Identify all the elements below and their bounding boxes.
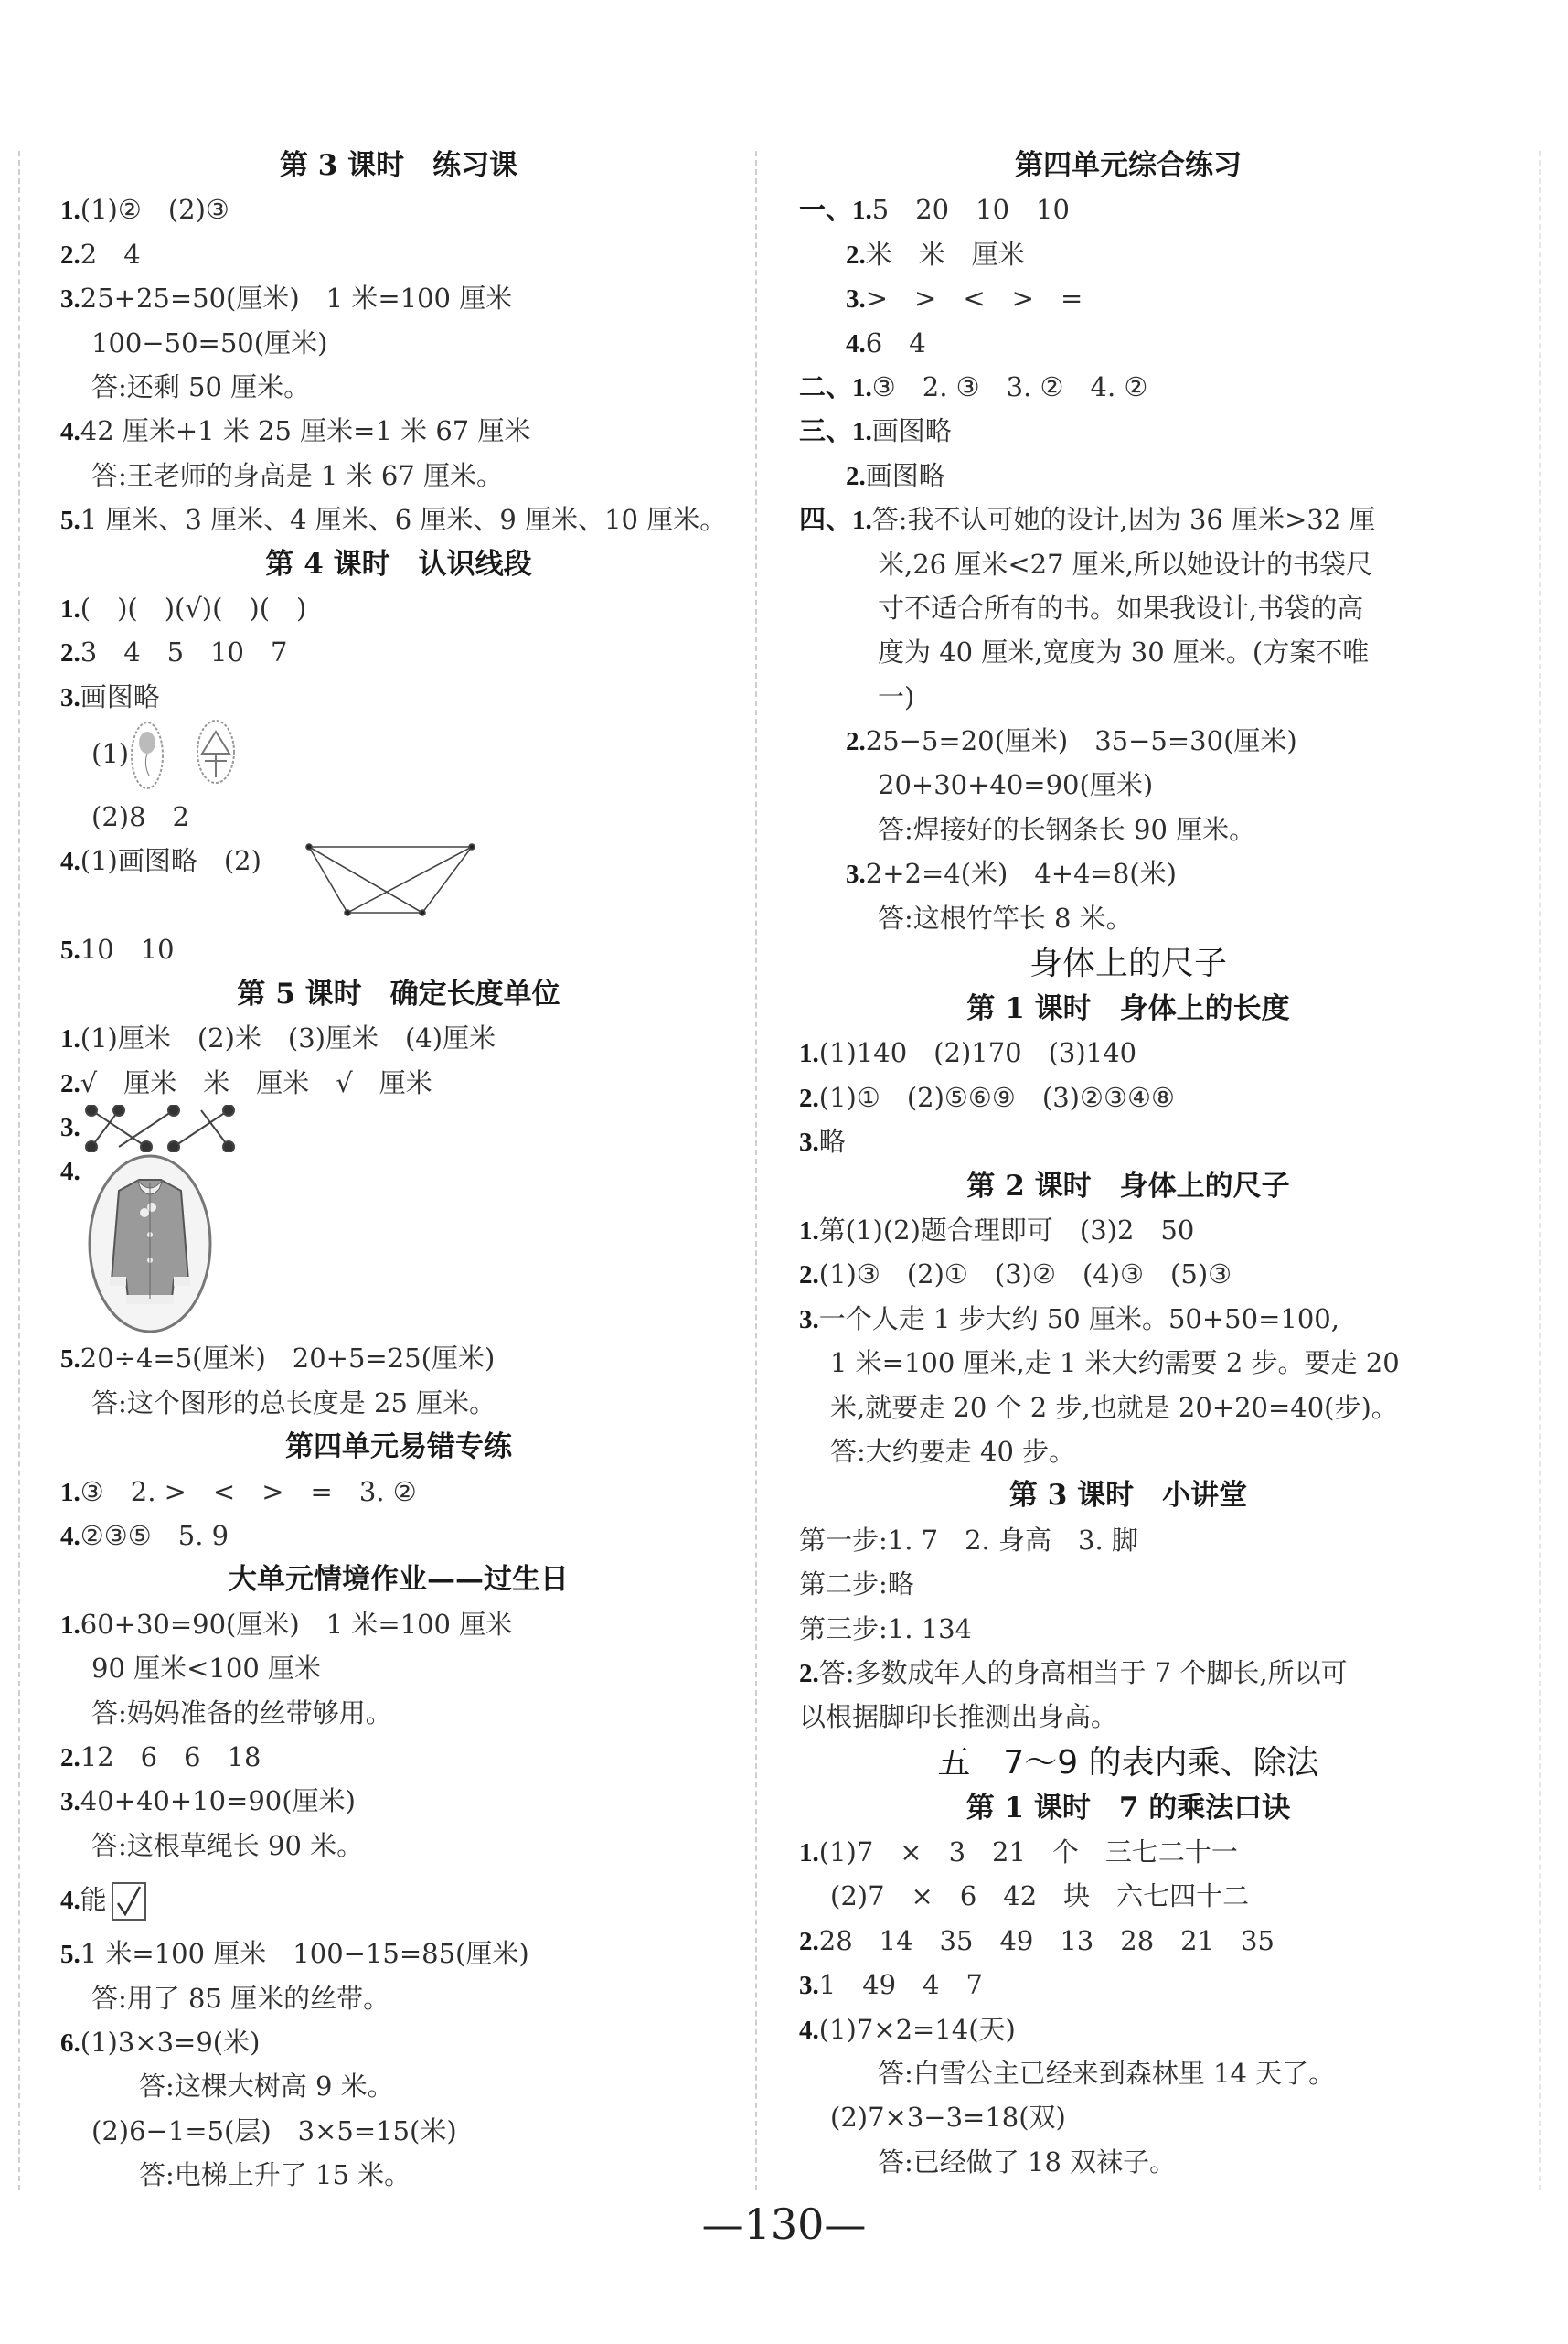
answer-text: 答:王老师的身高是 1 米 67 厘米。 [91,459,503,491]
answer-text: (1)③ (2)① (3)② (4)③ (5)③ [818,1258,1232,1290]
answer-text: (2)8 2 [91,801,189,833]
item-number: 2. [799,1260,819,1290]
section-heading [60,1557,737,1601]
answer-line [799,1830,1457,1874]
item-number: 2. [846,727,866,757]
answer-line [799,1518,1457,1562]
answer-line [60,1932,737,1975]
answer-line [799,1297,1457,1341]
heading-text: 第四单元综合练习 [1015,149,1242,182]
answer-text: 答:我不认可她的设计,因为 36 厘米>32 厘 [871,504,1376,536]
answer-text: (2)7 × 6 42 块 六七四十二 [830,1880,1250,1912]
answer-line [60,839,737,927]
answer-text: 60+30=90(厘米) 1 米=100 厘米 [80,1608,513,1640]
answer-text: 略 [818,1126,846,1158]
answer-line [799,542,1457,586]
balloon-and-tree-drawing [129,719,266,792]
answer-text: 答:这根草绳长 90 米。 [91,1829,364,1861]
answer-text: 答:还剩 50 厘米。 [91,370,311,402]
answer-text: (1)140 (2)170 (3)140 [818,1037,1137,1069]
item-number: 1. [799,1838,819,1868]
section-heading [799,940,1457,987]
answer-text: 答:已经做了 18 双袜子。 [878,2146,1177,2178]
answer-line [60,2109,737,2153]
answer-text: 1 米=100 厘米 100−15=85(厘米) [80,1938,529,1970]
item-number: 2. [60,1742,80,1772]
answer-line [799,1429,1457,1473]
item-number: 5. [60,936,80,966]
item-number: 2. [799,1926,819,1956]
answer-line [60,1868,737,1932]
answer-line [60,1691,737,1735]
answer-line [60,409,737,453]
answer-line [799,2095,1457,2139]
answer-text: ( )( )(√)( )( ) [80,592,307,624]
answer-line [60,187,737,231]
answer-text: (1) [91,738,130,770]
answer-line [799,1341,1457,1385]
item-number: 1. [799,1215,819,1246]
item-number: 3. [60,682,80,712]
heading-text: 第 1 课时 身体上的长度 [966,992,1290,1026]
item-number: 2. [60,240,80,270]
answer-text: ③ 2. > < > = 3. ② [80,1475,417,1507]
item-number: 4. [846,328,866,359]
answer-line [799,454,1457,498]
answer-text: 1 米=100 厘米,走 1 米大约需要 2 步。要走 20 [830,1347,1400,1379]
answer-text: ③ 2. ③ 3. ② 4. ② [871,370,1148,402]
column-divider [755,151,757,2190]
item-number: 三、1. [799,417,872,447]
item-number: 二、1. [799,372,872,402]
answer-text: 度为 40 厘米,宽度为 30 厘米。(方案不唯 [878,637,1370,669]
answer-line [60,2153,737,2197]
heading-text: 第 5 课时 确定长度单位 [237,977,560,1011]
answer-line [60,276,737,320]
answer-text: (1)7×2=14(天) [818,2013,1016,2045]
answer-text: 米,就要走 20 个 2 步,也就是 20+20=40(步)。 [830,1391,1398,1423]
right-margin-rule [1539,151,1541,2190]
section-heading [799,1739,1457,1786]
answer-text: 28 14 35 49 13 28 21 35 [818,1924,1275,1956]
check-box [111,1881,147,1921]
item-number: 3. [60,1113,80,1143]
answer-text: 第一步:1. 7 2. 身高 3. 脚 [799,1524,1138,1556]
answer-line [799,763,1457,807]
answer-line [60,927,737,971]
answer-text: > > < > = [865,283,1083,315]
answer-text: 答:妈妈准备的丝带够用。 [91,1696,392,1729]
page-number: —130— [701,2200,867,2249]
answer-line [799,1651,1457,1695]
answer-text: ②③⑤ 5. 9 [80,1519,229,1551]
answer-line [60,1602,737,1646]
item-number: 四、1. [799,506,872,536]
answer-text: 40+40+10=90(厘米) [80,1785,356,1817]
answer-text: 90 厘米<100 厘米 [91,1653,321,1685]
answer-line [799,630,1457,674]
answer-line [799,321,1457,365]
answer-line [60,675,737,719]
heading-text: 第 3 课时 小讲堂 [1008,1479,1248,1513]
answer-text: (1)① (2)⑤⑥⑨ (3)②③④⑧ [818,1081,1175,1113]
answer-line [799,719,1457,763]
answer-line [60,1779,737,1823]
answer-text: 能 [80,1884,107,1916]
answer-line [60,498,737,541]
heading-text: 第 2 课时 身体上的尺子 [966,1169,1290,1203]
section-heading [799,1473,1457,1517]
answer-text: 1 厘米、3 厘米、4 厘米、6 厘米、9 厘米、10 厘米。 [80,504,727,536]
answer-text: 5 20 10 10 [871,194,1070,226]
answer-line [60,1061,737,1105]
answer-text: 第二步:略 [799,1568,914,1600]
answer-text: √ 厘米 米 厘米 √ 厘米 [80,1066,432,1098]
heading-text: 第四单元易错专练 [285,1430,512,1464]
answer-line [60,1514,737,1557]
item-number: 2. [846,240,866,270]
heading-text: 大单元情境作业——过生日 [229,1563,569,1597]
answer-text: 一) [878,680,915,712]
item-number: 1. [60,1477,80,1507]
answer-line [799,1076,1457,1119]
answer-line [60,1646,737,1690]
answer-line [799,586,1457,630]
answer-text: 米,26 厘米<27 厘米,所以她设计的书袋尺 [878,548,1372,580]
answer-line [60,2020,737,2064]
answer-line [799,1695,1457,1739]
item-number: 2. [799,1083,819,1113]
answer-text: 1 49 4 7 [818,1969,984,2001]
answer-text: 25+25=50(厘米) 1 米=100 厘米 [80,283,513,315]
answer-line [799,232,1457,276]
answer-line [799,1874,1457,1918]
answer-line [60,586,737,630]
answer-text: 答:这根竹竿长 8 米。 [878,902,1133,934]
answer-line [799,2140,1457,2184]
answer-line [60,2064,737,2108]
answer-text: 6 4 [865,326,926,359]
answer-text: (1)3×3=9(米) [80,2026,261,2058]
item-number: 3. [799,1971,819,2001]
answer-line [799,1386,1457,1429]
answer-text: (1)② (2)③ [80,194,229,226]
item-number: 一、1. [799,196,872,226]
answer-line [799,2007,1457,2051]
item-number: 5. [60,1940,80,1970]
answer-text: 答:这个图形的总长度是 25 厘米。 [91,1386,496,1418]
answer-text: 答:白雪公主已经来到森林里 14 天了。 [878,2058,1336,2090]
item-number: 3. [60,284,80,315]
item-number: 1. [60,1610,80,1640]
answer-text: 以根据脚印长推测出身高。 [799,1701,1118,1733]
section-heading [60,1425,737,1469]
answer-line [799,851,1457,895]
item-number: 5. [60,1344,80,1375]
item-number: 3. [60,1787,80,1817]
answer-line [799,498,1457,541]
heading-text: 身体上的尺子 [1029,945,1227,983]
heading-text: 五 7～9 的表内乘、除法 [937,1743,1319,1782]
answer-line [60,1149,737,1336]
item-number: 1. [60,594,80,624]
left-margin-rule [18,151,20,2190]
crossed-segments-drawing [84,1105,240,1152]
answer-line [60,1381,737,1425]
item-number: 4. [60,417,80,447]
answer-line [60,1735,737,1779]
item-number: 1. [60,196,80,226]
answer-line [60,1336,737,1380]
answer-text: 3 4 5 10 7 [80,637,288,669]
section-heading [60,144,737,187]
section-heading [799,144,1457,187]
answer-line [60,321,737,365]
answer-line [60,1016,737,1060]
answer-line [60,232,737,276]
answer-text: 寸不适合所有的书。如果我设计,书袋的高 [878,592,1364,624]
answer-line [799,187,1457,231]
item-number: 4. [60,1886,80,1916]
answer-line [799,409,1457,453]
answer-text: 画图略 [871,415,952,447]
answer-line [799,1252,1457,1296]
answer-line [60,365,737,409]
item-number: 4. [799,2015,819,2045]
answer-text: 第(1)(2)题合理即可 (3)2 50 [818,1214,1195,1246]
heading-text: 第 3 课时 练习课 [279,149,518,182]
answer-text: (2)7×3−3=18(双) [830,2102,1066,2134]
answer-line [60,1824,737,1868]
answer-text: 42 厘米+1 米 25 厘米=1 米 67 厘米 [80,415,531,447]
answer-line [60,1105,737,1149]
answer-line [799,675,1457,719]
answer-text: 答:用了 85 厘米的丝带。 [91,1982,390,2014]
answer-line [799,1963,1457,2007]
answer-text: 答:焊接好的长钢条长 90 厘米。 [878,813,1256,845]
answer-text: (2)6−1=5(层) 3×5=15(米) [91,2114,457,2146]
answer-line [799,1119,1457,1163]
answer-text: 2+2=4(米) 4+4=8(米) [865,858,1177,890]
answer-text: 100−50=50(厘米) [91,326,328,359]
trapezoid-segments-drawing [305,843,479,921]
item-number: 5. [60,506,80,536]
answer-text: 米 米 厘米 [865,238,1025,270]
right-column [799,144,1457,2184]
heading-text: 第 1 课时 7 的乘法口诀 [965,1791,1291,1825]
answer-line [799,1607,1457,1651]
answer-line [60,719,737,795]
answer-text: 画图略 [865,459,945,491]
item-number: 2. [799,1658,819,1688]
item-number: 1. [799,1039,819,1069]
answer-text: 答:电梯上升了 15 米。 [139,2159,411,2191]
section-heading [799,1786,1457,1830]
item-number: 3. [799,1304,819,1334]
item-number: 3. [799,1128,819,1158]
answer-text: 25−5=20(厘米) 35−5=30(厘米) [865,725,1297,757]
answer-text: (1)7 × 3 21 个 三七二十一 [818,1836,1238,1868]
section-heading [60,972,737,1016]
answer-line [799,896,1457,940]
left-column [60,144,737,2197]
answer-line [799,276,1457,320]
answer-text: 答:多数成年人的身高相当于 7 个脚长,所以可 [818,1656,1348,1688]
answer-line [799,808,1457,851]
answer-text: 第三步:1. 134 [799,1612,973,1644]
answer-text: 20÷4=5(厘米) 20+5=25(厘米) [80,1343,496,1375]
item-number: 1. [60,1024,80,1054]
item-number: 4. [60,1157,80,1187]
answer-text: 12 6 6 18 [80,1740,261,1772]
answer-line [799,1562,1457,1606]
answer-text: 10 10 [80,934,175,966]
answer-line [60,795,737,839]
answer-text: 一个人走 1 步大约 50 厘米。50+50=100, [818,1302,1339,1334]
item-number: 2. [60,638,80,669]
answer-text: 20+30+40=90(厘米) [878,769,1154,801]
answer-line [799,365,1457,409]
item-number: 6. [60,2028,80,2058]
answer-line [799,1919,1457,1963]
answer-text: (1)画图略 (2) [80,845,261,877]
item-number: 2. [60,1068,80,1098]
item-number: 4. [60,1521,80,1551]
answer-line [60,1470,737,1514]
section-heading [60,542,737,586]
item-number: 2. [846,461,866,491]
section-heading [799,987,1457,1031]
answer-text: (1)厘米 (2)米 (3)厘米 (4)厘米 [80,1022,496,1054]
section-heading [799,1164,1457,1208]
answer-line [799,1208,1457,1252]
answer-line [799,2051,1457,2095]
answer-text: 画图略 [80,680,160,712]
answer-line [60,630,737,674]
answer-line [60,1976,737,2020]
answer-line [60,454,737,498]
answer-text: 答:大约要走 40 步。 [830,1435,1076,1467]
answer-text: 答:这棵大树高 9 米。 [139,2071,394,2103]
answer-line [799,1031,1457,1075]
item-number: 3. [846,860,866,890]
item-number: 3. [846,284,866,315]
answer-text: 2 4 [80,238,141,270]
heading-text: 第 4 课时 认识线段 [265,547,532,581]
coat-picture [86,1152,214,1335]
item-number: 4. [60,847,80,877]
